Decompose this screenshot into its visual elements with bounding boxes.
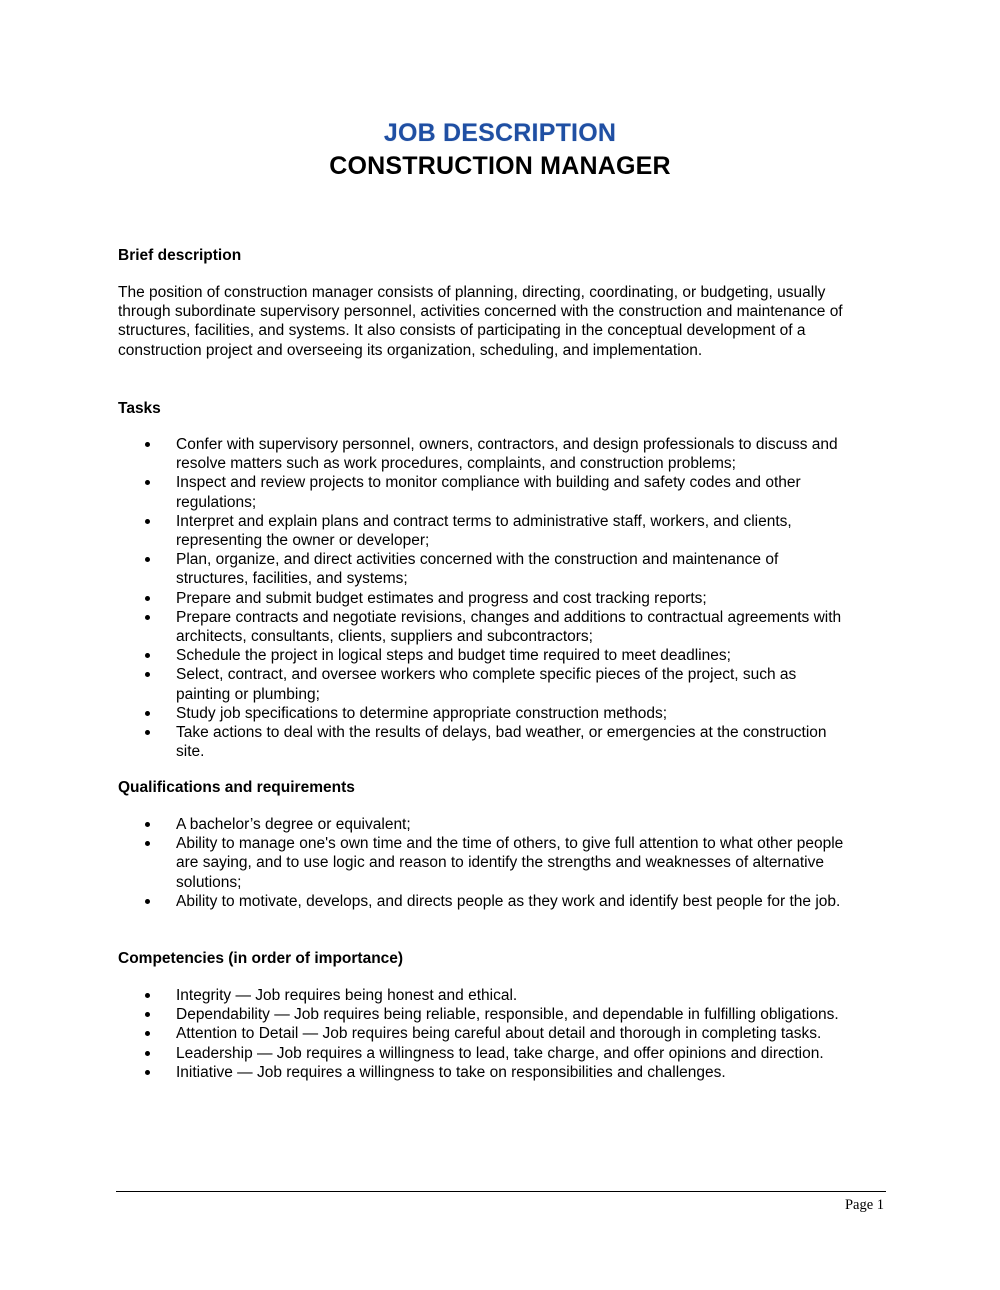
bullet-icon: [145, 1031, 150, 1036]
paragraph-line: structures, facilities, and systems. It also consists of participating in the conceptual development of a: [118, 322, 806, 340]
paragraph-line: construction project and overseeing its organization, scheduling, and implementation.: [118, 341, 703, 359]
bullet-icon: [145, 1051, 150, 1056]
paragraph-line: through subordinate supervisory personnel, activities concerned with the construction and maintenance of: [118, 303, 843, 321]
list-item: Attention to Detail — Job requires being careful about detail and thorough in completing tasks.: [118, 1024, 888, 1043]
list-item: Plan, organize, and direct activities concerned with the construction and maintenance of structures, facilities, and systems;: [118, 550, 888, 588]
paragraph-line: The position of construction manager consists of planning, directing, coordinating, or budgeting, usually: [118, 284, 826, 301]
bullet-icon: [145, 557, 150, 562]
section-heading-qualifications: Qualifications and requirements: [118, 779, 355, 796]
bullet-icon: [145, 899, 150, 904]
bullet-icon: [145, 1012, 150, 1017]
document-subtitle: CONSTRUCTION MANAGER: [329, 152, 671, 180]
bullet-icon: [145, 711, 150, 716]
list-item: Schedule the project in logical steps and budget time required to meet deadlines;: [118, 646, 888, 665]
list-item: Select, contract, and oversee workers who complete specific pieces of the project, such as painting or plumbing;: [118, 665, 888, 703]
bullet-icon: [145, 596, 150, 601]
bullet-icon: [145, 653, 150, 658]
list-item: Ability to motivate, develops, and directs people as they work and identify best people for the job.: [118, 892, 888, 911]
competencies-list: [118, 986, 888, 1082]
section-heading-brief: Brief description: [118, 247, 242, 264]
list-item: Ability to manage one's own time and the time of others, to give full attention to what other people are saying, and to use logic and reason to identify the strengths and weaknesses of alternative solutions;: [118, 834, 888, 892]
bullet-icon: [145, 993, 150, 998]
footer-divider: [116, 1191, 886, 1192]
page-number: Page 1: [844, 1197, 884, 1213]
bullet-icon: [145, 480, 150, 485]
bullet-icon: [145, 615, 150, 620]
bullet-icon: [145, 519, 150, 524]
bullet-icon: [145, 1070, 150, 1075]
brief-description-text: [118, 283, 888, 360]
list-item: Integrity — Job requires being honest and ethical.: [118, 986, 888, 1005]
list-item: A bachelor’s degree or equivalent;: [118, 815, 888, 834]
document-title: JOB DESCRIPTION: [383, 119, 617, 147]
brief-description-section: [118, 246, 888, 360]
section-heading-competencies: Competencies (in order of importance): [118, 950, 404, 967]
competencies-section: [118, 949, 888, 1082]
bullet-icon: [145, 442, 150, 447]
bullet-icon: [145, 730, 150, 735]
list-item: Interpret and explain plans and contract terms to administrative staff, workers, and clients, representing the owner or developer;: [118, 512, 888, 550]
list-item: Study job specifications to determine appropriate construction methods;: [118, 704, 888, 723]
list-item: Initiative — Job requires a willingness to take on responsibilities and challenges.: [118, 1063, 888, 1082]
bullet-icon: [145, 822, 150, 827]
list-item: Take actions to deal with the results of delays, bad weather, or emergencies at the construction site.: [118, 723, 888, 761]
tasks-section: [118, 399, 888, 761]
qualifications-list: [118, 815, 888, 911]
list-item: Inspect and review projects to monitor compliance with building and safety codes and other regulations;: [118, 473, 888, 511]
bullet-icon: [145, 841, 150, 846]
list-item: Prepare contracts and negotiate revisions, changes and additions to contractual agreements with architects, consultants, clients, suppliers and subcontractors;: [118, 608, 888, 646]
list-item: Confer with supervisory personnel, owners, contractors, and design professionals to discuss and resolve matters such as work procedures, complaints, and construction problems;: [118, 435, 888, 473]
list-item: Leadership — Job requires a willingness to lead, take charge, and offer opinions and direction.: [118, 1044, 888, 1063]
list-item: Dependability — Job requires being reliable, responsible, and dependable in fulfilling obligations.: [118, 1005, 888, 1024]
list-item: Prepare and submit budget estimates and progress and cost tracking reports;: [118, 589, 888, 608]
document-header: [0, 116, 1000, 182]
section-heading-tasks: Tasks: [118, 400, 161, 417]
qualifications-section: [118, 778, 888, 911]
tasks-list: [118, 435, 888, 761]
bullet-icon: [145, 672, 150, 677]
